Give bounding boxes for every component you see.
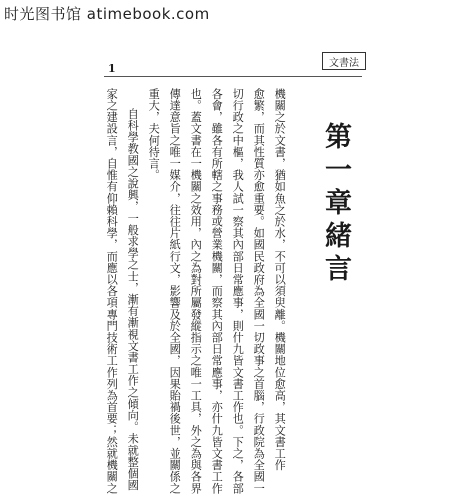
text-column: 自科學教國之說興，一般求學之士，漸有漸視文書工作之傾向。未就整個國 — [126, 108, 140, 491]
text-column: 也。蓋文書在一機關之效用，內之為對所屬發縱指示之唯一工具，外之為與各界 — [189, 88, 203, 494]
text-column: 切行政之中樞，我人試一察其內部日常應事，則什九皆文書工作也。下之，各部 — [231, 88, 245, 494]
text-column: 各會，雖各有所轄之事務或營業機關，而察其內部日常應事，亦什九皆文書工作 — [210, 88, 224, 494]
chapter-title: 第一章緒言 — [320, 122, 351, 287]
text-column: 家之建設言，自惟有仰賴科學，而應以各項專門技術工作列為首要；然就機關之 — [105, 88, 119, 494]
running-head: 文書法 — [322, 52, 366, 70]
text-column: 愈繁，而其性質亦愈重要。如國民政府為全國一切政事之首腦，行政院為全國一 — [252, 88, 266, 494]
page-number: 1 — [108, 62, 116, 75]
text-column: 機關之於文書，猶如魚之於水，不可以須臾離。機關地位愈高，其文書工作 — [273, 88, 287, 471]
text-column: 傳達意旨之唯一媒介，往往片紙行文，影響及於全國，因果貽禍後世，並關係之 — [168, 88, 182, 494]
watermark-text: 时光图书馆 atimebook.com — [4, 5, 210, 23]
header-rule — [104, 76, 362, 77]
text-column: 重大，夫何待言。 — [147, 88, 161, 181]
